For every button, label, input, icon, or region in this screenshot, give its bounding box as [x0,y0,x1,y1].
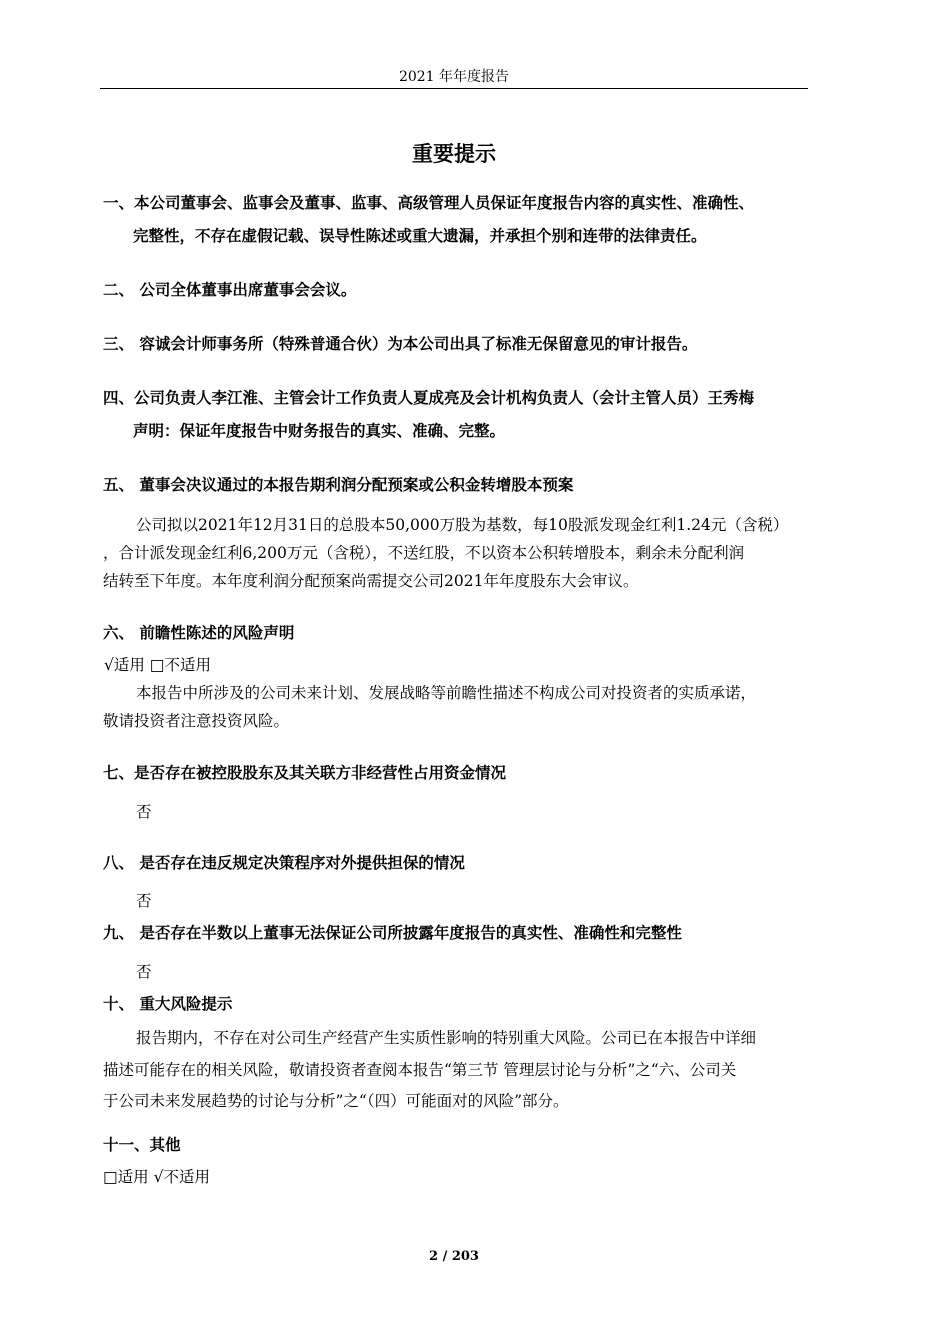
item-10-heading: 十、 重大风险提示 [103,995,233,1013]
item-7-answer: 否 [136,803,152,821]
item-1-line-2: 完整性，不存在虚假记载、误导性陈述或重大遗漏，并承担个别和连带的法律责任。 [133,227,707,245]
item-9-heading: 九、 是否存在半数以上董事无法保证公司所披露年度报告的真实性、准确性和完整性 [103,924,682,942]
item-10-paragraph-line-2: 描述可能存在的相关风险，敬请投资者查阅本报告“第三节 管理层讨论与分析”之“六、公司关 [103,1061,737,1079]
item-9-answer: 否 [136,963,152,981]
item-8-heading: 八、 是否存在违反规定决策程序对外提供担保的情况 [103,854,465,872]
running-header: 2021 年年度报告 [398,69,510,85]
item-2: 二、 公司全体董事出席董事会会议。 [103,281,357,299]
item-5-paragraph-line-3: 结转至下年度。本年度利润分配预案尚需提交公司2021年年度股东大会审议。 [103,572,639,590]
item-4-line-1: 四、公司负责人李江淮、主管会计工作负责人夏成亮及会计机构负责人（会计主管人员）王秀梅 [103,389,755,407]
item-10-paragraph-line-1: 报告期内，不存在对公司生产经营产生实质性影响的特别重大风险。公司已在本报告中详细 [136,1029,757,1047]
item-5-paragraph-line-2: ，合计派发现金红利6,200万元（含税），不送红股，不以资本公积转增股本，剩余未分配利润 [103,544,745,562]
item-6-paragraph-line-1: 本报告中所涉及的公司未来计划、发展战略等前瞻性描述不构成公司对投资者的实质承诺， [136,684,757,702]
item-11-applicability: □适用 √不适用 [103,1168,210,1186]
item-6-heading: 六、 前瞻性陈述的风险声明 [103,624,295,642]
item-10-paragraph-line-3: 于公司未来发展趋势的讨论与分析”之“（四）可能面对的风险”部分。 [103,1092,569,1110]
page-title: 重要提示 [412,142,496,166]
item-11-heading: 十一、其他 [103,1136,181,1154]
item-6-paragraph-line-2: 敬请投资者注意投资风险。 [103,712,290,730]
item-6-applicability: √适用 □不适用 [104,656,211,674]
page-number: 2 / 203 [429,1249,479,1264]
item-8-answer: 否 [136,892,152,910]
item-1-line-1: 一、本公司董事会、监事会及董事、监事、高级管理人员保证年度报告内容的真实性、准确性、 [103,194,755,212]
item-5-paragraph-line-1: 公司拟以2021年12月31日的总股本50,000万股为基数，每10股派发现金红利1.24元（含税） [136,516,789,534]
item-5-heading: 五、 董事会决议通过的本报告期利润分配预案或公积金转增股本预案 [103,476,574,494]
item-3: 三、 容诚会计师事务所（特殊普通合伙）为本公司出具了标准无保留意见的审计报告。 [103,335,698,353]
header-divider [100,88,808,89]
item-7-heading: 七、是否存在被控股股东及其关联方非经营性占用资金情况 [103,764,507,782]
item-4-line-2: 声明：保证年度报告中财务报告的真实、准确、完整。 [133,422,506,440]
